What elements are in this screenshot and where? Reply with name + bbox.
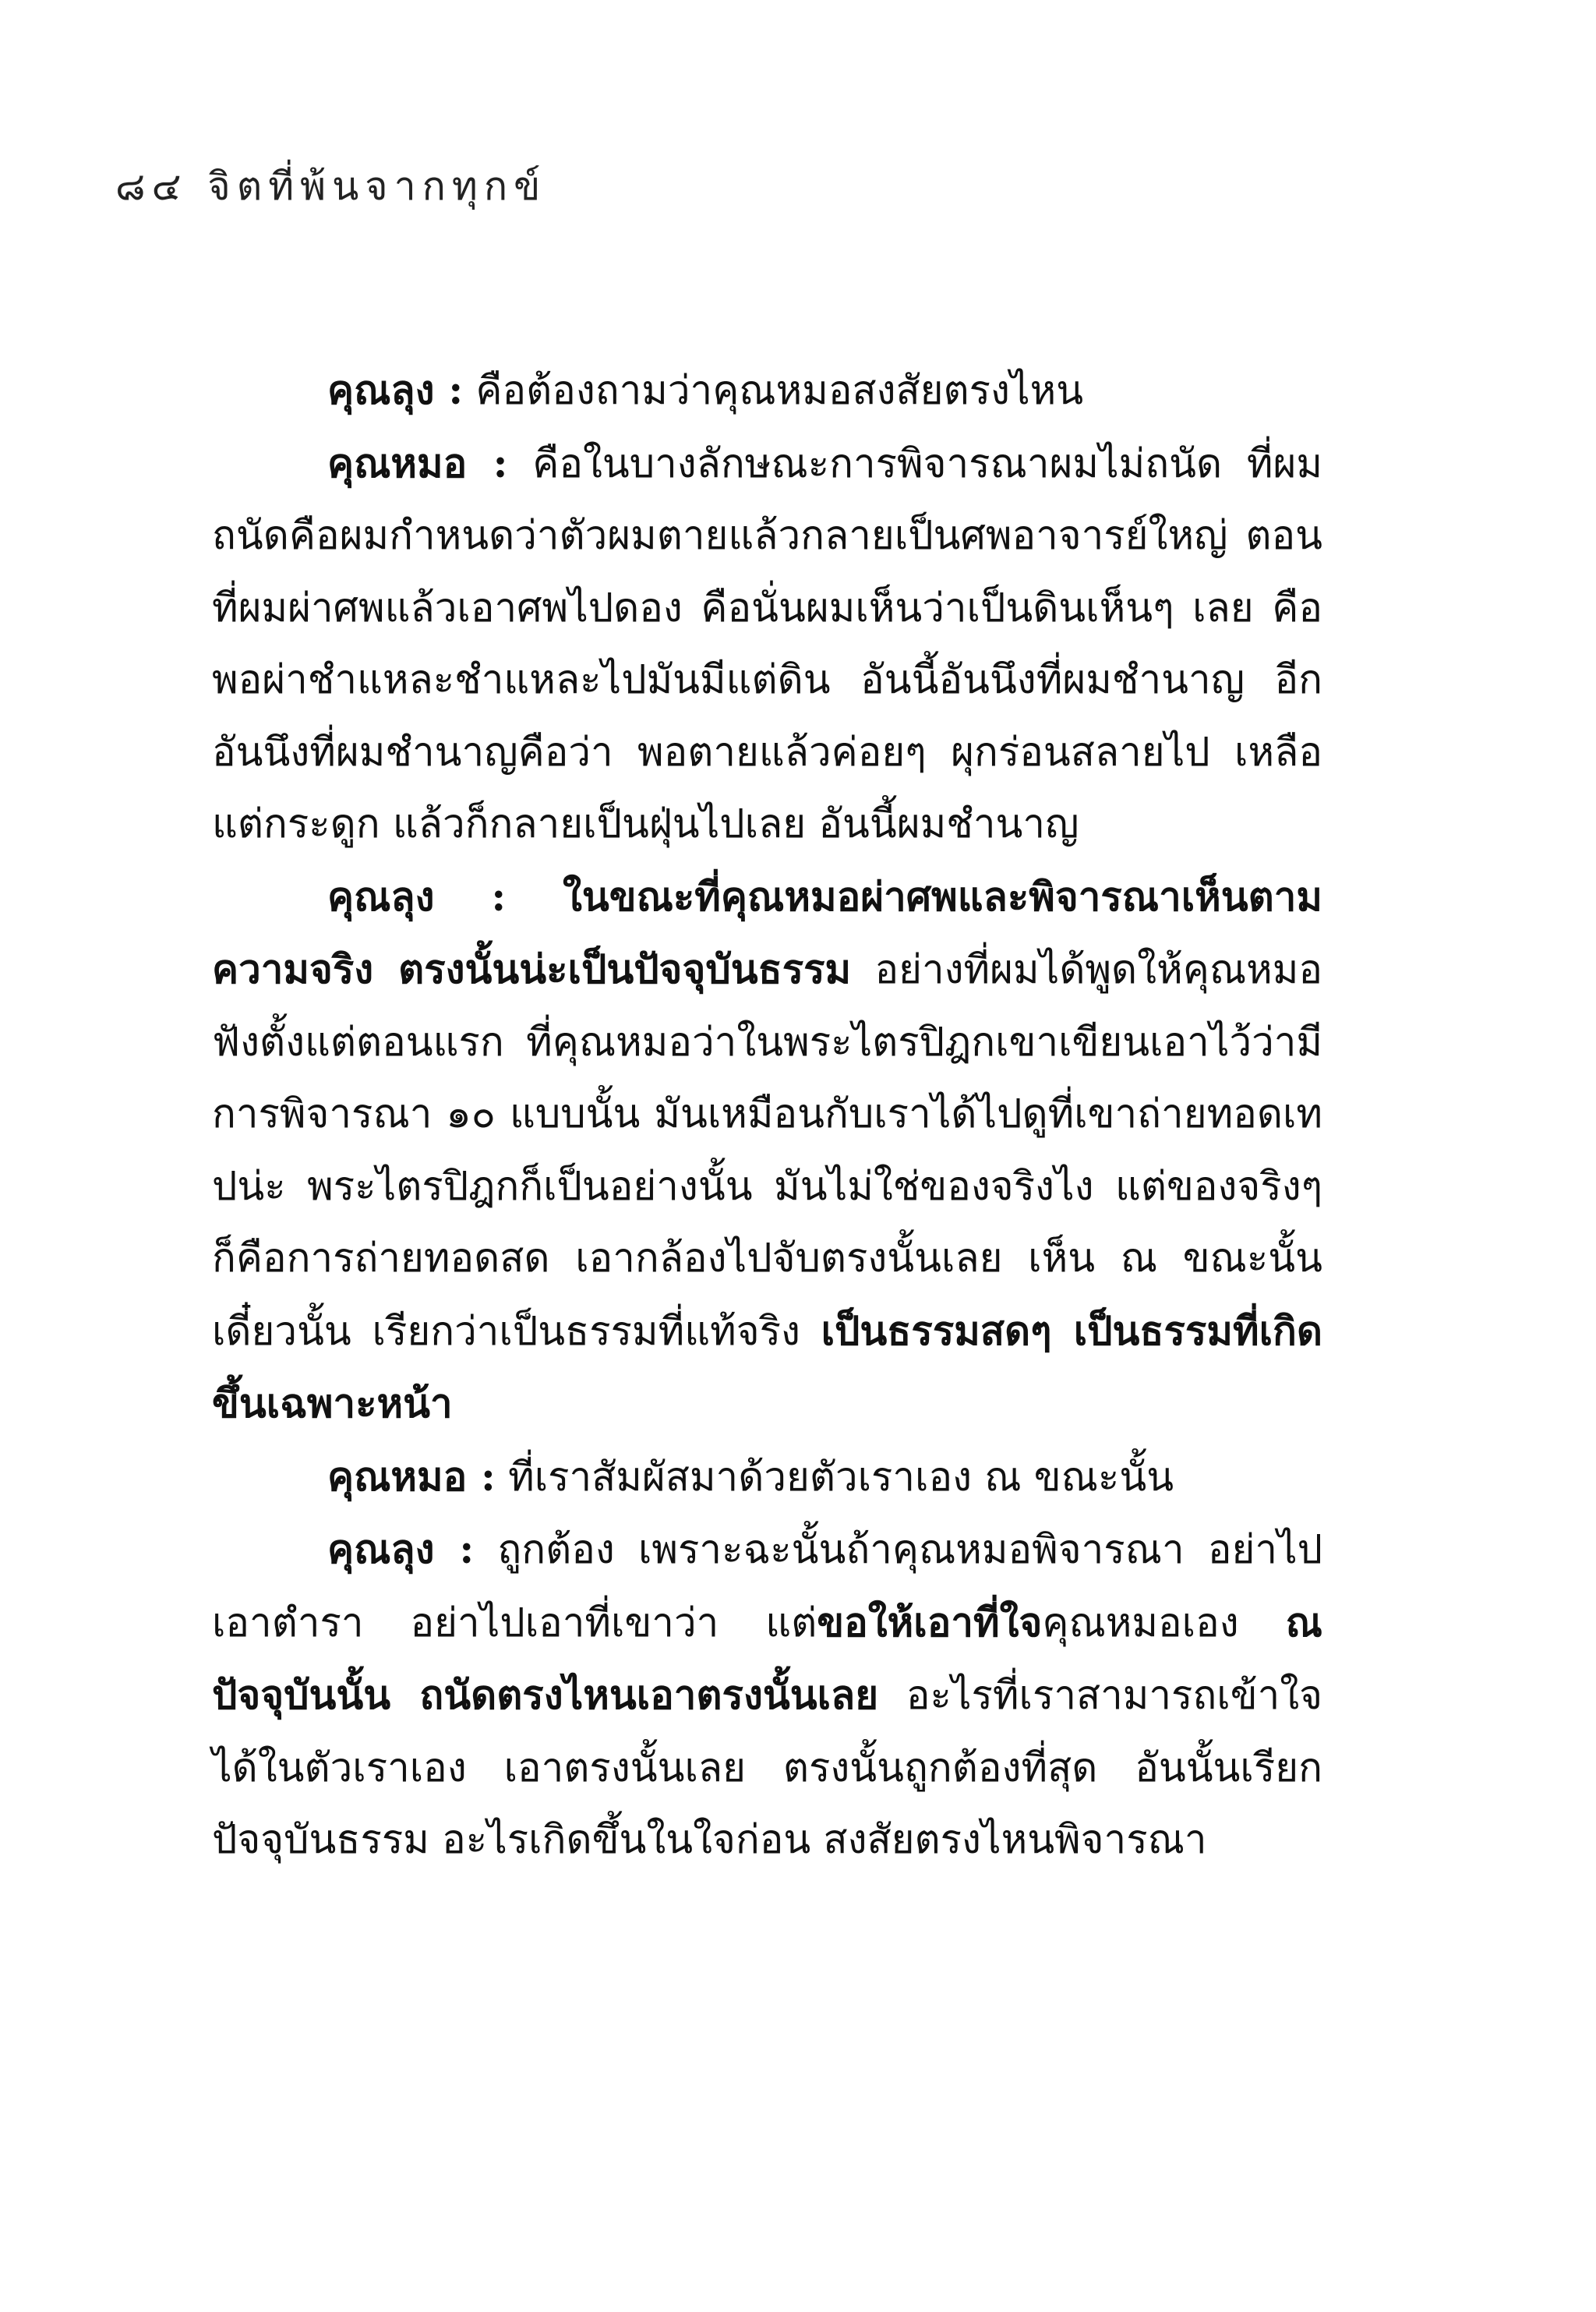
text-segment: อย่างที่ผมได้พูดให้คุณหมอฟังตั้งแต่ตอนแรก ที่คุณหมอว่าในพระไตรปิฎกเขาเขียนเอาไว้ว่ามีการพิจารณา ๑๐ แบบนั้น มันเหมือนกับเราได้ไปดูที่เขาถ่ายทอดเทปน่ะ พระไตรปิฎกก็เป็นอย่างนั้น มันไม่ใช่ของจริงไง แต่ของจริงๆ ก็คือการถ่ายทอดสด เอากล้องไปจับตรงนั้นเลย เห็น ณ ขณะนั้นเดี๋ยวนั้น เรียกว่าเป็นธรรมที่แท้จริง	[212, 947, 1322, 1355]
dialogue-paragraph	[212, 355, 1322, 428]
text-segment: อะไรที่เราสามารถเข้าใจได้ในตัวเราเอง เอาตรงนั้นเลย ตรงนั้นถูกต้องที่สุด อันนั้นเรียกปัจจุบันธรรม อะไรเกิดขึ้นในใจก่อน สงสัยตรงไหนพิจารณา	[212, 1673, 1322, 1863]
text-segment: ถูกต้อง เพราะฉะนั้นถ้าคุณหมอพิจารณา อย่าไปเอาตำรา อย่าไปเอาที่เขาว่า แต่	[212, 1527, 1322, 1646]
text-segment: คุณหมอเอง	[1042, 1600, 1286, 1646]
dialogue-paragraph	[212, 1441, 1322, 1515]
body-text	[212, 355, 1322, 1877]
dialogue-paragraph	[212, 428, 1322, 861]
speaker-label: คุณลุง :	[327, 367, 464, 414]
emphasis-text: ขอให้เอาที่ใจ	[817, 1599, 1043, 1646]
text-segment: ที่เราสัมผัสมาด้วยตัวเราเอง ณ ขณะนั้น	[495, 1454, 1174, 1501]
dialogue-paragraph	[212, 1514, 1322, 1877]
speaker-label: คุณลุง :	[327, 873, 507, 921]
speaker-label: คุณหมอ :	[327, 1453, 496, 1501]
speaker-label: คุณลุง :	[327, 1526, 475, 1573]
dialogue-paragraph	[212, 861, 1322, 1441]
emphasis-text: ณ ปัจจุบันนั้น ถนัดตรงไหนเอาตรงนั้นเลย	[212, 1599, 1322, 1719]
emphasis-text: เป็นธรรมสดๆ เป็นธรรมที่เกิดขึ้นเฉพาะหน้า	[212, 1307, 1322, 1427]
emphasis-text: ในขณะที่คุณหมอผ่าศพและพิจารณาเห็นตามความจริง ตรงนั้นน่ะเป็นปัจจุบันธรรม	[212, 873, 1323, 993]
page-number: ๘๔	[115, 164, 188, 209]
running-header	[115, 156, 546, 217]
text-segment: คือต้องถามว่าคุณหมอสงสัยตรงไหน	[463, 368, 1084, 414]
text-segment: คือในบางลักษณะการพิจารณาผมไม่ถนัด ที่ผมถนัดคือผมกำหนดว่าตัวผมตายแล้วกลายเป็นศพอาจารย์ใหญ่ ตอนที่ผมผ่าศพแล้วเอาศพไปดอง คือนั่นผมเห็นว่าเป็นดินเห็นๆ เลย คือพอผ่าชำแหละชำแหละไปมันมีแต่ดิน อันนี้อันนึงที่ผมชำนาญ อีกอันนึงที่ผมชำนาญคือว่า พอตายแล้วค่อยๆ ผุกร่อนสลายไป เหลือแต่กระดูก แล้วก็กลายเป็นฝุ่นไปเลย อันนี้ผมชำนาญ	[212, 440, 1322, 847]
speaker-label: คุณหมอ :	[327, 440, 508, 487]
book-title: จิตที่พ้นจากทุกข์	[207, 164, 547, 209]
